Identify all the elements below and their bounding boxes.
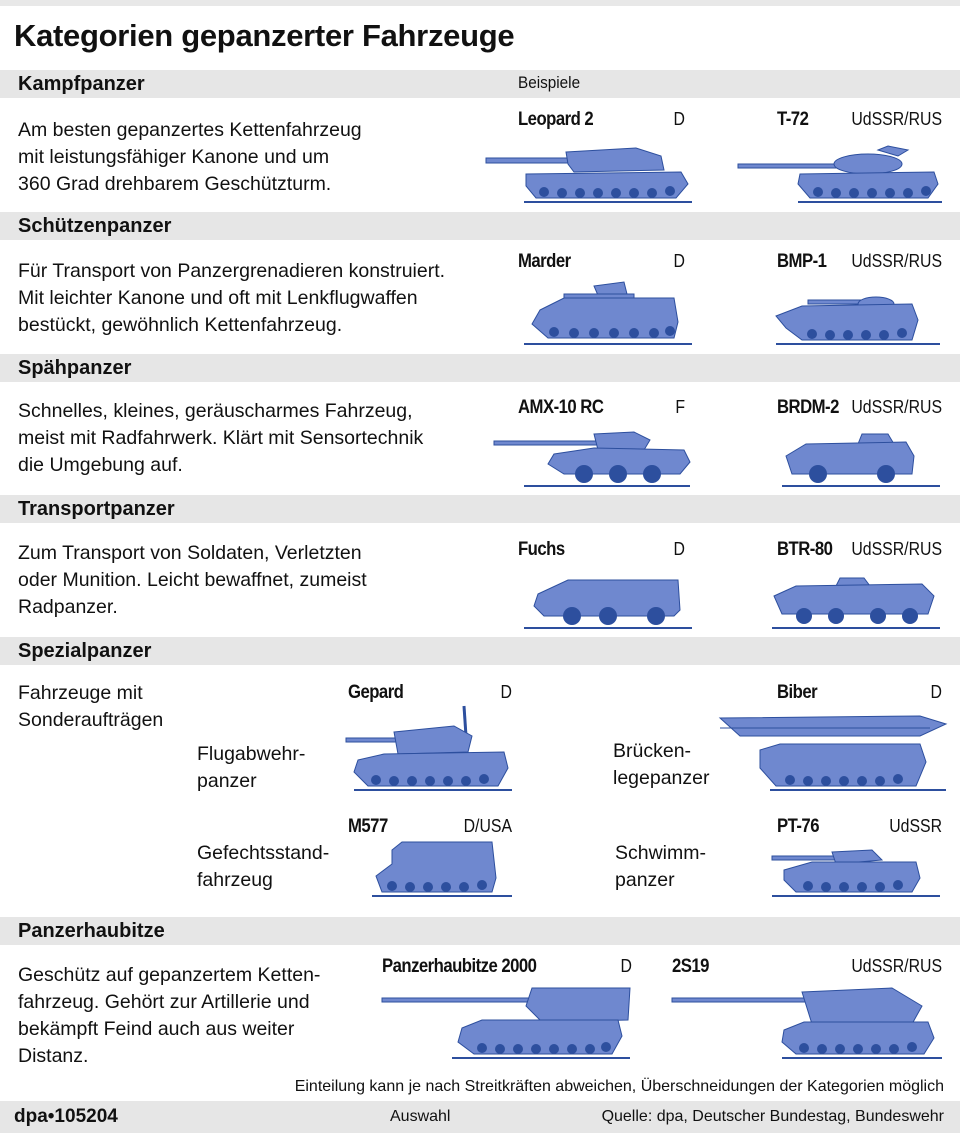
subtype-label-line: Brücken- [613, 740, 692, 762]
category-description [18, 398, 423, 479]
desc-line: die Umgebung auf. [18, 454, 183, 476]
category-band-schuetzenpanzer [0, 212, 960, 240]
desc-line: Schnelles, kleines, geräuscharmes Fahrzeug, [18, 400, 413, 422]
desc-line: mit leistungsfähiger Kanone und um [18, 146, 330, 168]
top-bar [0, 0, 960, 6]
marder-ifv-image [524, 280, 694, 348]
page-title: Kategorien gepanzerter Fahrzeuge [14, 18, 515, 53]
desc-line: bestückt, gewöhnlich Kettenfahrzeug. [18, 314, 343, 336]
category-title: Spähpanzer [18, 357, 132, 379]
category-band-transportpanzer [0, 495, 960, 523]
category-band-panzerhaubitze [0, 917, 960, 945]
leopard-2-tank-image [486, 138, 696, 206]
vehicle-country: UdSSR/RUS [851, 397, 942, 417]
vehicle-name: Marder [518, 251, 571, 272]
vehicle-name: Biber [777, 682, 818, 703]
vehicle-name: Leopard 2 [518, 109, 594, 130]
source-note: Quelle: dpa, Deutscher Bundestag, Bundeswehr [601, 1108, 944, 1125]
desc-line: 360 Grad drehbarem Geschützturm. [18, 173, 332, 195]
subtype-label-line: fahrzeug [197, 869, 273, 891]
category-description [18, 258, 445, 339]
vehicle-name: 2S19 [672, 956, 709, 977]
vehicle-name: BTR-80 [777, 539, 833, 560]
m577-command-vehicle-image [372, 838, 514, 900]
vehicle-country: D [673, 539, 685, 559]
brdm-2-image [782, 430, 942, 490]
vehicle-country: F [675, 397, 685, 417]
desc-line: Für Transport von Panzergrenadieren konstruiert. [18, 260, 446, 282]
vehicle-name: BMP-1 [777, 251, 827, 272]
desc-line: Fahrzeuge mit [18, 682, 143, 704]
panzerhaubitze-2000-image [382, 986, 632, 1062]
vehicle-country: D [673, 251, 685, 271]
desc-line: Distanz. [18, 1045, 89, 1067]
vehicle-country: UdSSR/RUS [851, 109, 942, 129]
category-description [18, 962, 320, 1070]
vehicle-country: D [620, 956, 632, 976]
vehicle-country: UdSSR/RUS [851, 956, 942, 976]
desc-line: oder Munition. Leicht bewaffnet, zumeist [18, 569, 367, 591]
category-title: Panzerhaubitze [18, 920, 165, 942]
category-description [18, 540, 367, 621]
selection-note: Auswahl [390, 1108, 451, 1125]
category-band-spaehpanzer [0, 354, 960, 382]
vehicle-country: D [930, 682, 942, 702]
vehicle-country: UdSSR/RUS [851, 251, 942, 271]
vehicle-name: BRDM-2 [777, 397, 839, 418]
subtype-label-line: panzer [615, 869, 675, 891]
category-description [18, 680, 163, 734]
vehicle-country: D [500, 682, 512, 702]
category-title: Transportpanzer [18, 498, 175, 520]
category-title: Schützenpanzer [18, 215, 172, 237]
btr-80-apc-image [772, 574, 942, 632]
vehicle-country: D [673, 109, 685, 129]
biber-bridgelayer-image [720, 714, 948, 794]
category-band-spezialpanzer [0, 637, 960, 665]
vehicle-name: AMX-10 RC [518, 397, 604, 418]
desc-line: Geschütz auf gepanzertem Ketten- [18, 964, 321, 986]
desc-line: Radpanzer. [18, 596, 118, 618]
amx-10-rc-image [494, 428, 694, 490]
vehicle-country: D/USA [463, 816, 512, 836]
gepard-spaag-image [344, 706, 514, 794]
vehicle-name: M577 [348, 816, 388, 837]
vehicle-name: PT-76 [777, 816, 819, 837]
vehicle-country: UdSSR [889, 816, 942, 836]
desc-line: Am besten gepanzertes Kettenfahrzeug [18, 119, 362, 141]
bmp-1-ifv-image [772, 292, 942, 348]
subtype-label-line: Flugabwehr- [197, 743, 306, 765]
subtype-label [197, 840, 329, 894]
desc-line: bekämpft Feind auch aus weiter [18, 1018, 295, 1040]
desc-line: Sonderaufträgen [18, 709, 164, 731]
desc-line: meist mit Radfahrwerk. Klärt mit Sensortechnik [18, 427, 424, 449]
category-description [18, 117, 362, 198]
subtype-label [197, 741, 305, 795]
pt-76-amphibious-tank-image [772, 846, 942, 900]
examples-label: Beispiele [518, 73, 581, 92]
desc-line: Zum Transport von Soldaten, Verletzten [18, 542, 362, 564]
footnote: Einteilung kann je nach Streitkräften abweichen, Überschneidungen der Kategorien möglich [294, 1078, 944, 1095]
fuchs-apc-image [524, 572, 694, 632]
2s19-howitzer-image [672, 986, 944, 1062]
desc-line: fahrzeug. Gehört zur Artillerie und [18, 991, 310, 1013]
t-72-tank-image [738, 140, 943, 206]
vehicle-name: Fuchs [518, 539, 565, 560]
vehicle-name: Gepard [348, 682, 404, 703]
subtype-label [613, 738, 710, 792]
subtype-label-line: legepanzer [613, 767, 710, 789]
vehicle-country: UdSSR/RUS [851, 539, 942, 559]
category-title: Spezialpanzer [18, 640, 152, 662]
subtype-label-line: Schwimm- [615, 842, 706, 864]
subtype-label-line: panzer [197, 770, 257, 792]
subtype-label-line: Gefechtsstand- [197, 842, 330, 864]
vehicle-name: T-72 [777, 109, 809, 130]
desc-line: Mit leichter Kanone und oft mit Lenkflugwaffen [18, 287, 418, 309]
agency-id: dpa•105204 [14, 1106, 118, 1127]
subtype-label [615, 840, 706, 894]
category-title: Kampfpanzer [18, 73, 145, 95]
vehicle-name: Panzerhaubitze 2000 [382, 956, 537, 977]
category-band-kampfpanzer [0, 70, 960, 98]
